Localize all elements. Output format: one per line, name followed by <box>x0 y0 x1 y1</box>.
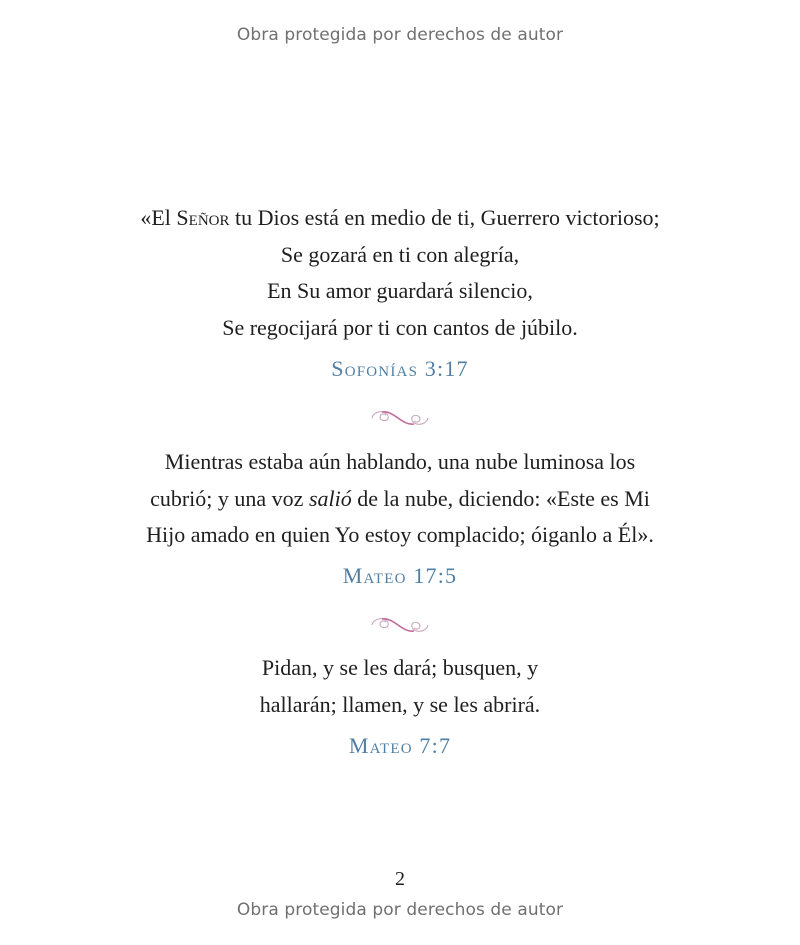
verse-line: Mientras estaba aún hablando, una nube luminosa los <box>164 449 636 474</box>
italic-word: salió <box>308 485 352 511</box>
verse-line <box>0 200 800 237</box>
verse-mateo-17-5 <box>0 444 800 554</box>
copyright-watermark-top: Obra protegida por derechos de autor <box>236 25 564 45</box>
verse-sofonias <box>0 200 800 346</box>
verse-line <box>0 481 800 518</box>
verse-text: «El <box>140 205 177 230</box>
verse-text: cubrió; y una voz <box>150 485 309 511</box>
verse-text: de la nube, diciendo: «Este es Mi <box>351 485 650 511</box>
verse-reference: Mateo 17:5 <box>342 563 458 588</box>
verse-mateo-7-7 <box>0 650 800 723</box>
flourish-ornament-icon <box>368 611 432 639</box>
page-number: 2 <box>395 868 405 890</box>
lord-smallcaps: Señor <box>176 205 230 230</box>
verse-reference: Mateo 7:7 <box>348 733 452 758</box>
verse-line: En Su amor guardará silencio, <box>267 278 533 303</box>
verse-line: Hijo amado en quien Yo estoy complacido; óiganlo a Él». <box>146 522 654 547</box>
verse-line: Pidan, y se les dará; busquen, y <box>261 655 539 680</box>
flourish-ornament-icon <box>368 404 432 432</box>
verse-line: Se gozará en ti con alegría, <box>280 241 520 267</box>
verse-line: Se regocijará por ti con cantos de júbilo. <box>222 314 578 340</box>
verse-text: tu Dios está en medio de ti, Guerrero victorioso; <box>229 205 660 230</box>
copyright-watermark-bottom: Obra protegida por derechos de autor <box>236 900 564 920</box>
verse-line: hallarán; llamen, y se les abrirá. <box>259 691 541 717</box>
verse-reference: Sofonías 3:17 <box>331 356 469 381</box>
